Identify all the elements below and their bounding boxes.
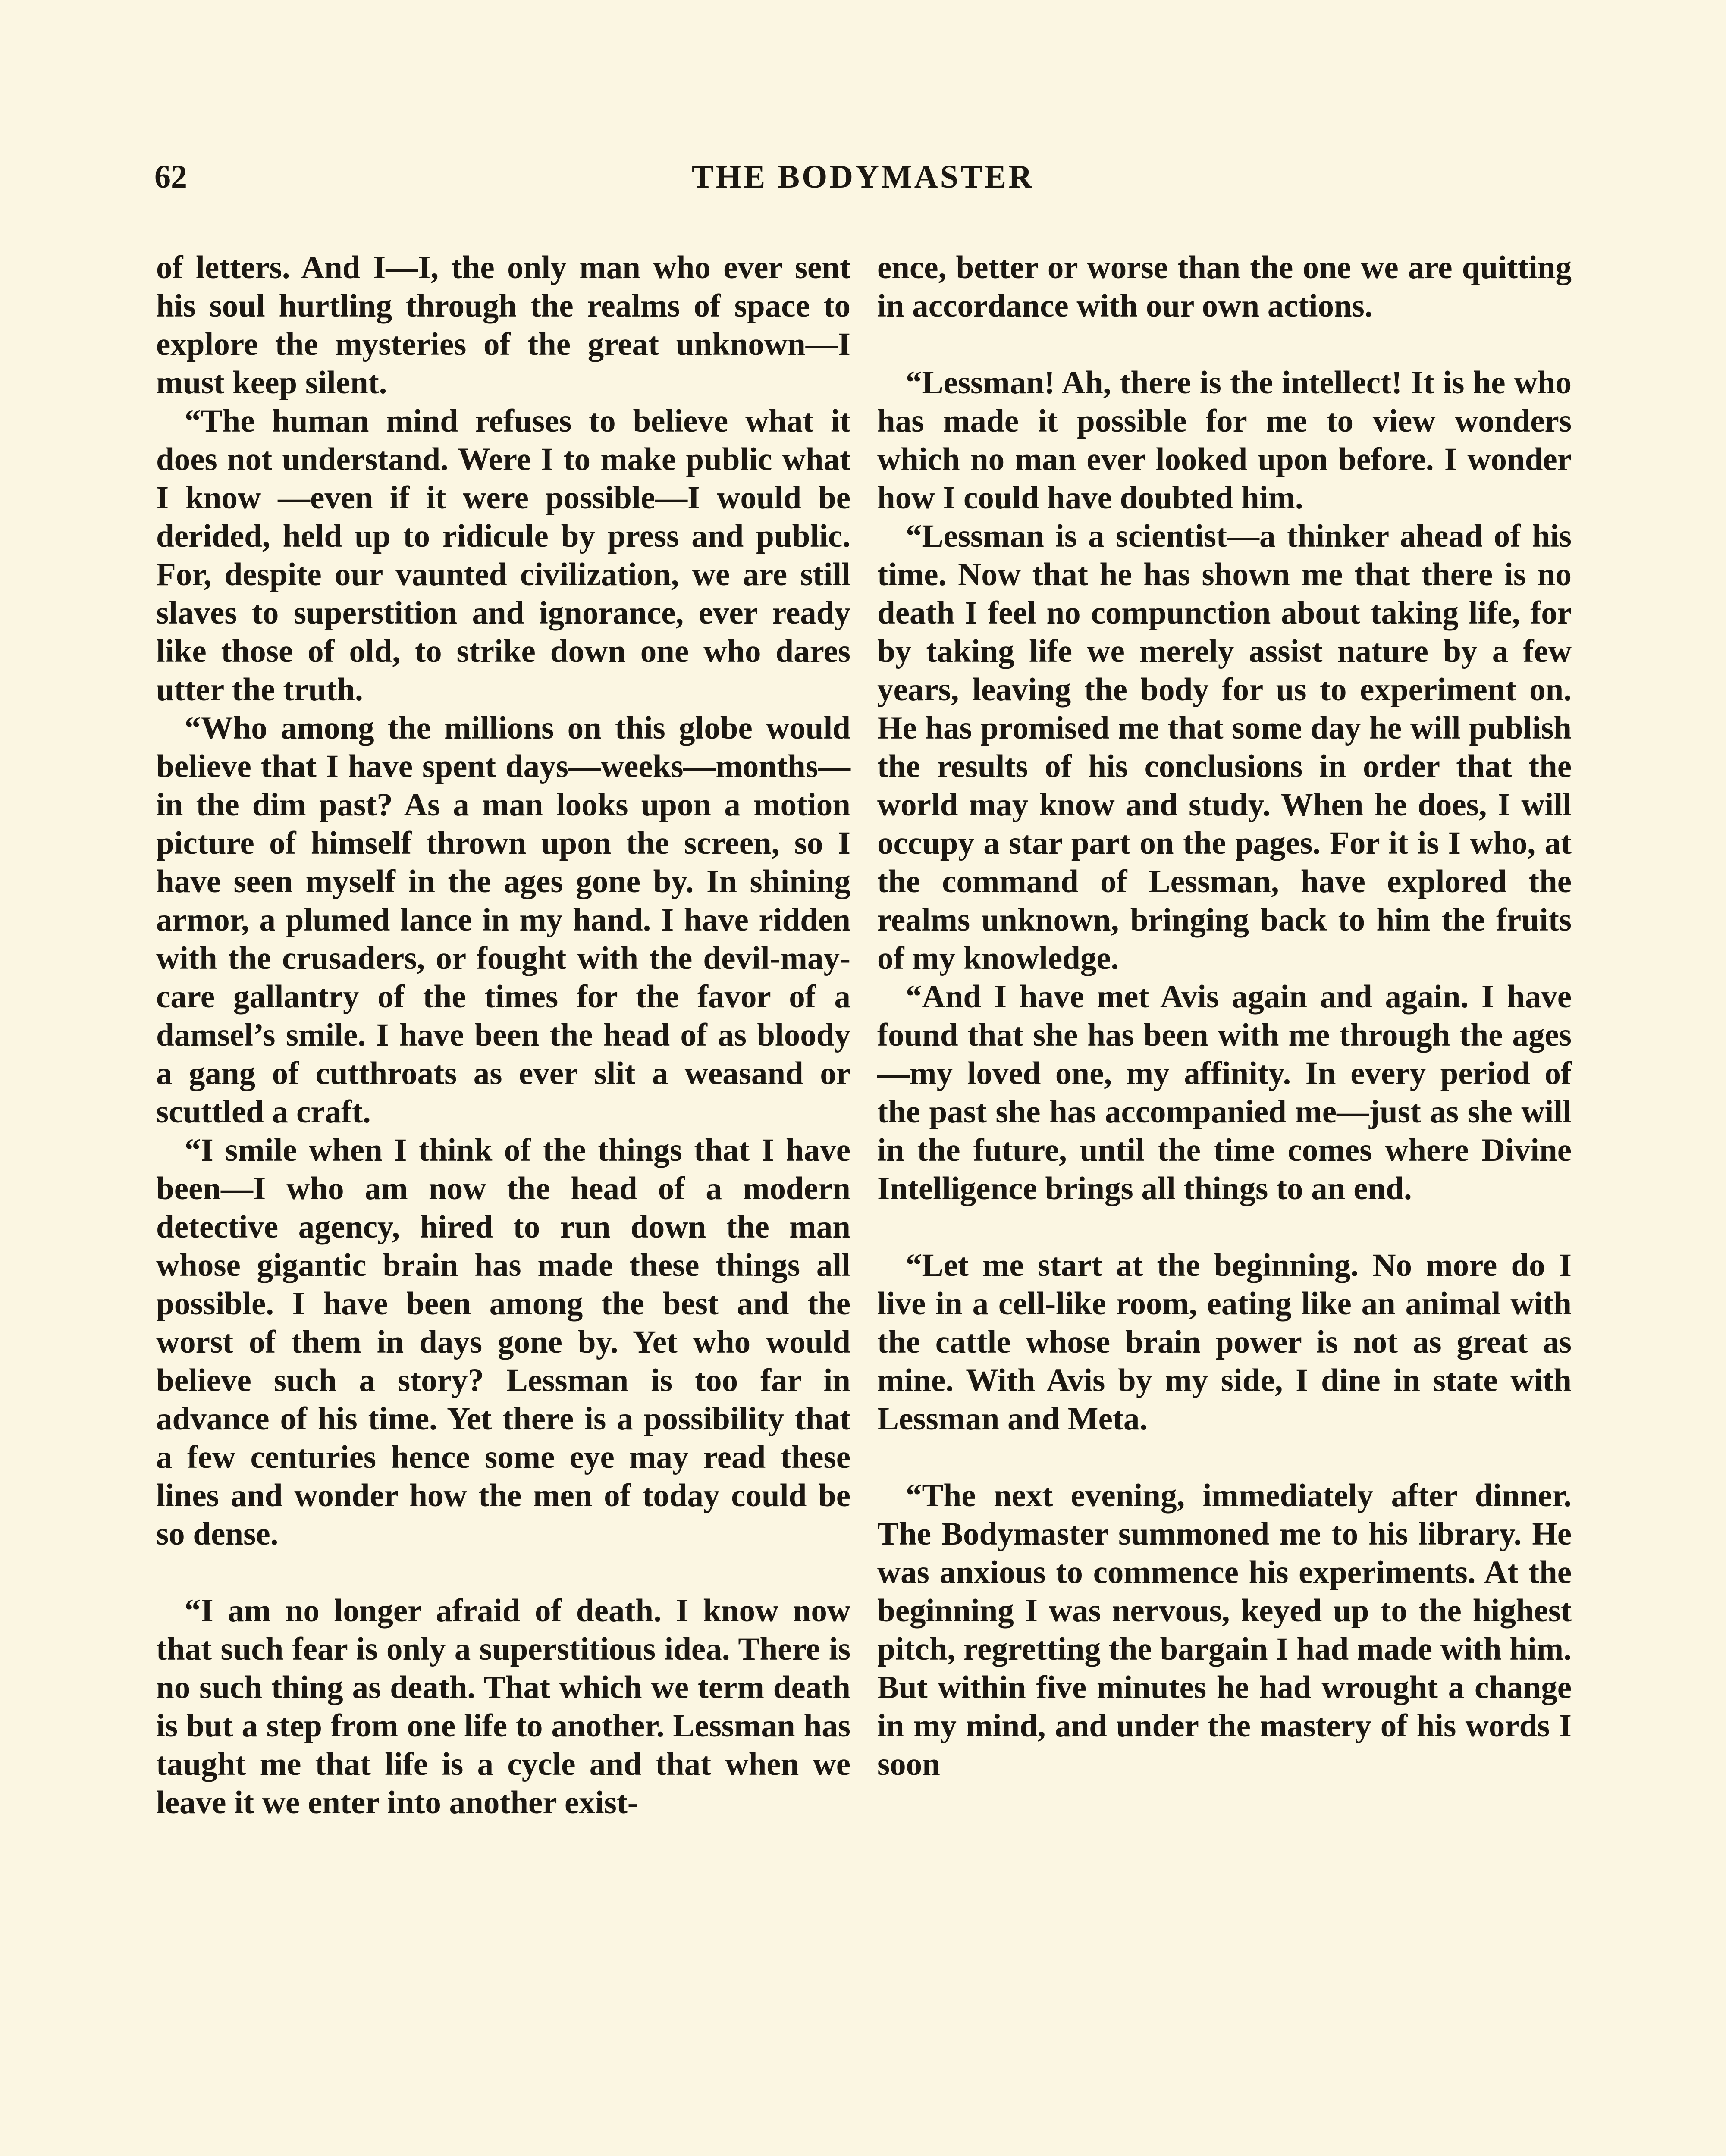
left-column [156, 248, 850, 1822]
paragraph: “I am no longer afraid of death. I know now that such fear is only a superstitious idea. There is no such thing as death. That which we term death is but a step from one life to another. Lessman has taught me that life is a cycle and that when we leave it we enter into another exist- [156, 1593, 850, 1821]
page-number: 62 [154, 159, 187, 195]
paragraph: ence, better or worse than the one we are quitting in accordance with our own actions. [877, 250, 1572, 324]
paragraph: “The human mind refuses to believe what it does not understand. Were I to make public what I know —even if it were possible—I would be derided, held up to ridicule by press and public. For, despite our vaunted civilization, we are still slaves to superstition and ignorance, ever ready like those of old, to strike down one who dares utter the truth. [156, 403, 850, 708]
paragraph: “Who among the millions on this globe would believe that I have spent days—weeks—months—in the dim past? As a man looks upon a motion picture of himself thrown upon the screen, so I have seen myself in the ages gone by. In shining armor, a plumed lance in my hand. I have ridden with the crusaders, or fought with the devil-may-care gallantry of the times for the favor of a damsel’s smile. I have been the head of as bloody a gang of cutthroats as ever slit a weasand or scuttled a craft. [156, 710, 850, 1130]
running-title: THE BODYMASTER [691, 159, 1035, 195]
paragraph: “The next evening, immediately after dinner. The Bodymaster summoned me to his library. He was anxious to commence his experiments. At the beginning I was nervous, keyed up to the highest pitch, regretting the bargain I had made with him. But within five minutes he had wrought a change in my mind, and under the mastery of his words I soon [877, 1478, 1572, 1782]
paragraph: “Lessman is a scientist—a thinker ahead of his time. Now that he has shown me that there is no death I feel no compunction about taking life, for by taking life we merely assist nature by a few years, leaving the body for us to experiment on. He has promised me that some day he will publish the results of his conclusions in order that the world may know and study. When he does, I will occupy a star part on the pages. For it is I who, at the command of Lessman, have explored the realms unknown, bringing back to him the fruits of my knowledge. [877, 518, 1572, 976]
right-column [877, 248, 1572, 1783]
paragraph: “I smile when I think of the things that I have been—I who am now the head of a modern detective agency, hired to run down the man whose gigantic brain has made these things all possible. I have been among the best and the worst of them in days gone by. Yet who would believe such a story? Lessman is too far in advance of his time. Yet there is a possibility that a few centuries hence some eye may read these lines and wonder how the men of today could be so dense. [156, 1132, 850, 1552]
paragraph: “And I have met Avis again and again. I have found that she has been with me through the ages—my loved one, my affinity. In every period of the past she has accompanied me—just as she will in the future, until the time comes where Divine Intelligence brings all things to an end. [877, 979, 1572, 1206]
paragraph: “Lessman! Ah, there is the intellect! It is he who has made it possible for me to view wonders which no man ever looked upon before. I wonder how I could have doubted him. [877, 365, 1572, 516]
paragraph: “Let me start at the beginning. No more do I live in a cell-like room, eating like an animal with the cattle whose brain power is not as great as mine. With Avis by my side, I dine in state with Lessman and Meta. [877, 1247, 1572, 1437]
paragraph: of letters. And I—I, the only man who ever sent his soul hurtling through the realms of space to explore the mysteries of the great unknown—I must keep silent. [156, 250, 850, 401]
